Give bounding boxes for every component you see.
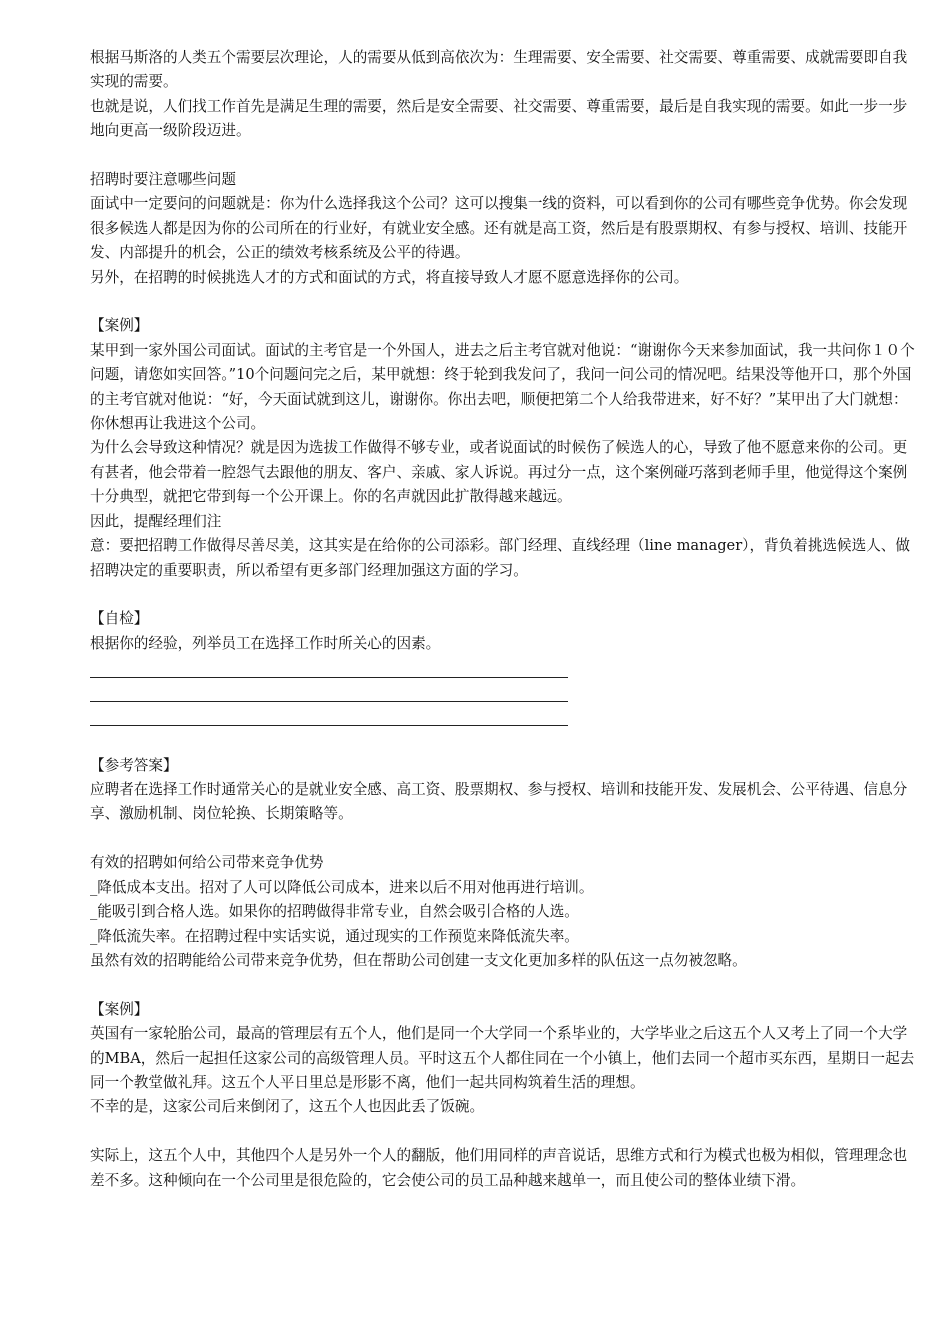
spacer [90,144,916,168]
case-heading-1: 【案例】 [90,317,149,335]
answer-blank-line [90,705,916,729]
case2-paragraph-3: 实际上，这五个人中，其他四个人是另外一个人的翻版，他们用同样的声音说话，思维方式和行为模式也极为相似，管理理念也差不多。这种倾向在一个公司里是很危险的，它会使公司的员工品种越来越单一，而且使公司的整体业绩下滑。 [90,1147,908,1189]
reference-answer-heading: 【参考答案】 [90,756,178,774]
case1-paragraph-2: 为什么会导致这种情况？就是因为选拔工作做得不够专业，或者说面试的时候伤了候选人的心，导致了他不愿意来你的公司。更有甚者，他会带着一腔怨气去跟他的朋友、客户、亲戚、家人诉说。再过分一点，这个案例碰巧落到老师手里，他觉得这个案例十分典型，就把它带到每一个公开课上。你的名声就因此扩散得越来越远。 [90,439,908,506]
answer-blank-line [90,681,916,705]
spacer [90,290,916,314]
case2-paragraph-1: 英国有一家轮胎公司，最高的管理层有五个人，他们是同一个大学同一个系毕业的，大学毕业之后这五个人又考上了同一个大学的MBA，然后一起担任这家公司的高级管理人员。平时这五个人都住同在一个小镇上，他们去同一个超市买东西，星期日一起去同一个教堂做礼拜。这五个人平日里总是形影不离，他们一起共同构筑着生活的理想。 [90,1025,915,1091]
selfcheck-heading: 【自检】 [90,610,149,628]
spacer [90,973,916,997]
reference-answer-text: 应聘者在选择工作时通常关心的是就业安全感、高工资、股票期权、参与授权、培训和技能开发、发展机会、公平待遇、信息分享、激励机制、岗位轮换、长期策略等。 [90,781,908,823]
selfcheck-prompt: 根据你的经验，列举员工在选择工作时所关心的因素。 [90,634,441,652]
answer-blank-line [90,656,916,680]
intro-paragraph-2: 也就是说，人们找工作首先是满足生理的需要，然后是安全需要、社交需要、尊重需要，最后是自我实现的需要。如此一步一步地向更高一级阶段迈进。 [90,97,908,140]
section-title-recruiting-issues: 招聘时要注意哪些问题 [90,171,236,189]
spacer [90,583,916,607]
advantage-item: _降低流失率。在招聘过程中实话实说，通过现实的工作预览来降低流失率。 [90,927,579,945]
advantage-item: _降低成本支出。招对了人可以降低公司成本，进来以后不用对他再进行培训。 [90,878,594,896]
case-heading-2: 【案例】 [90,1000,149,1018]
section1-paragraph-2: 另外，在招聘的时候挑选人才的方式和面试的方式，将直接导致人才愿不愿意选择你的公司。 [90,268,689,286]
intro-paragraph-1: 根据马斯洛的人类五个需要层次理论，人的需要从低到高依次为：生理需要、安全需要、社交需要、尊重需要、成就需要即自我实现的需要。 [90,49,908,91]
case2-paragraph-2: 不幸的是，这家公司后来倒闭了，这五个人也因此丢了饭碗。 [90,1098,485,1116]
spacer [90,827,916,851]
section-title-competitive-advantage: 有效的招聘如何给公司带来竞争优势 [90,854,324,872]
advantage-item: _能吸引到合格人选。如果你的招聘做得非常专业，自然会吸引合格的人选。 [90,903,579,921]
document-page [90,46,916,1193]
case1-paragraph-4: 意：要把招聘工作做得尽善尽美，这其实是在给你的公司添彩。部门经理、直线经理（line manager），背负着挑选候选人、做招聘决定的重要职责，所以希望有更多部门经理加强这方面的学习。 [90,537,910,579]
spacer [90,1120,916,1144]
case1-paragraph-3: 因此，提醒经理们注 [90,512,222,530]
section2-summary: 虽然有效的招聘能给公司带来竞争优势，但在帮助公司创建一支文化更加多样的队伍这一点勿被忽略。 [90,951,747,969]
spacer [90,729,916,753]
section1-paragraph-1: 面试中一定要问的问题就是：你为什么选择我这个公司？这可以搜集一线的资料，可以看到你的公司有哪些竞争优势。你会发现很多候选人都是因为你的公司所在的行业好，有就业安全感。还有就是高工资，然后是有股票期权、有参与授权、培训、技能开发、内部提升的机会，公正的绩效考核系统及公平的待遇。 [90,195,908,262]
case1-paragraph-1: 某甲到一家外国公司面试。面试的主考官是一个外国人，进去之后主考官就对他说：“谢谢你今天来参加面试，我一共问你１０个问题，请您如实回答。”10个问题问完之后，某甲就想：终于轮到我发问了，我问一问公司的情况吧。结果没等他开口，那个外国的主考官就对他说：“好，今天面试就到这儿，谢谢你。你出去吧，顺便把第二个人给我带进来，好不好？”某甲出了大门就想：你休想再让我进这个公司。 [90,341,915,433]
